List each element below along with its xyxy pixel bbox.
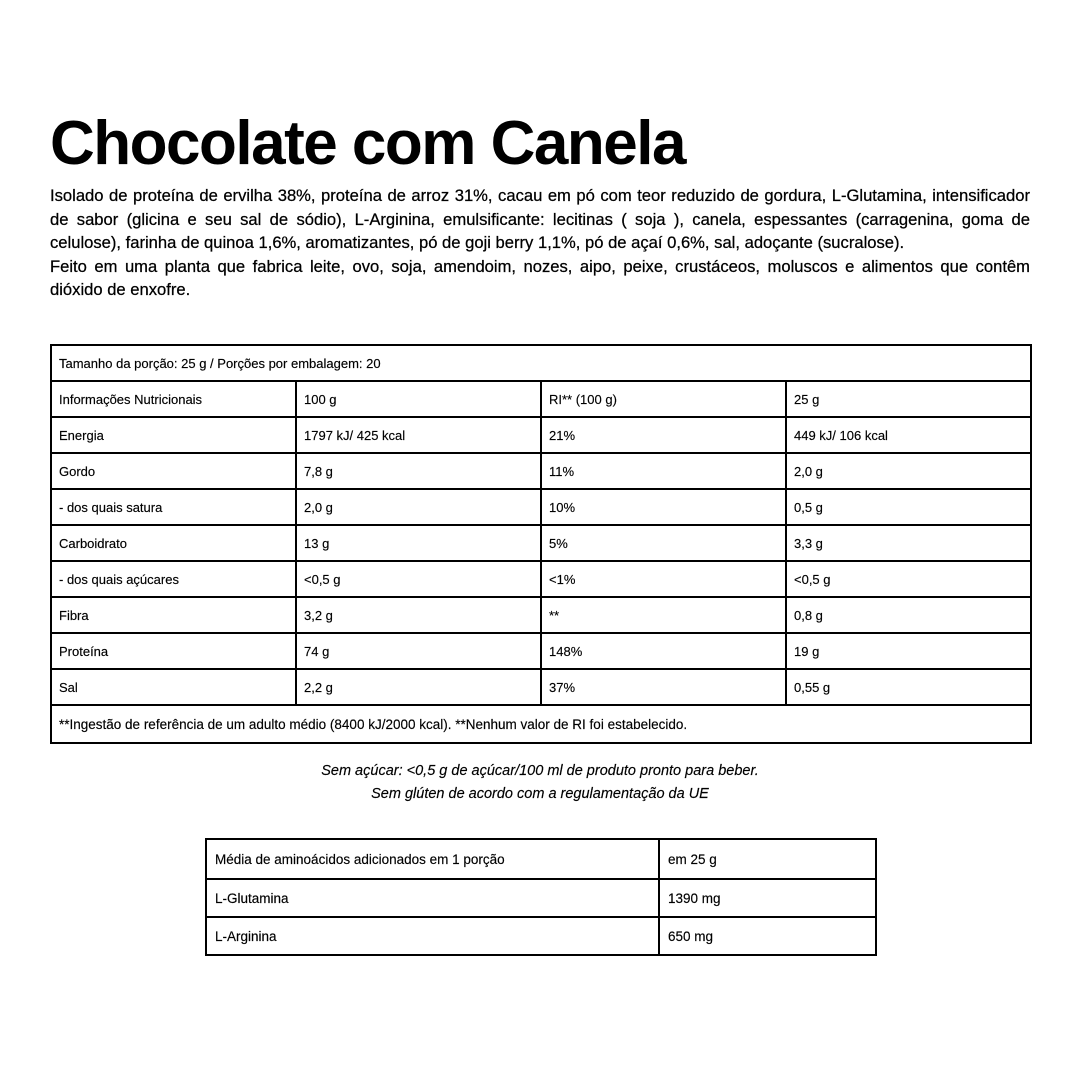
serving-size: Tamanho da porção: 25 g / Porções por embalagem: 20	[51, 345, 1031, 381]
table-row	[51, 453, 1031, 489]
table-cell: 2,0 g	[786, 453, 1031, 489]
nutrient-name: Gordo	[51, 453, 296, 489]
table-cell: 2,2 g	[296, 669, 541, 705]
sugar-free-note: Sem açúcar: <0,5 g de açúcar/100 ml de produto pronto para beber.	[321, 763, 759, 779]
table-cell: 449 kJ/ 106 kcal	[786, 417, 1031, 453]
table-cell: <0,5 g	[296, 561, 541, 597]
footnote-row	[51, 705, 1031, 743]
table-cell: <0,5 g	[786, 561, 1031, 597]
table-cell: 0,8 g	[786, 597, 1031, 633]
nutrition-table	[50, 344, 1032, 744]
table-row	[51, 669, 1031, 705]
table-cell: 74 g	[296, 633, 541, 669]
table-row	[51, 489, 1031, 525]
table-row	[206, 879, 876, 917]
table-cell: 7,8 g	[296, 453, 541, 489]
table-cell: 5%	[541, 525, 786, 561]
product-title: Chocolate com Canela	[50, 109, 685, 178]
table-cell: <1%	[541, 561, 786, 597]
table-cell: 19 g	[786, 633, 1031, 669]
table-row	[51, 417, 1031, 453]
table-cell: 2,0 g	[296, 489, 541, 525]
ingredients-text	[50, 184, 1030, 302]
table-cell: 148%	[541, 633, 786, 669]
nutrient-name: - dos quais satura	[51, 489, 296, 525]
table-cell: 650 mg	[659, 917, 876, 955]
header-cell: em 25 g	[659, 839, 876, 879]
table-row	[51, 561, 1031, 597]
table-row	[51, 597, 1031, 633]
table-header-row	[51, 381, 1031, 417]
table-cell: 0,5 g	[786, 489, 1031, 525]
table-cell: 1390 mg	[659, 879, 876, 917]
header-cell: 100 g	[296, 381, 541, 417]
ri-footnote: **Ingestão de referência de um adulto médio (8400 kJ/2000 kcal). **Nenhum valor de RI foi estabelecido.	[51, 705, 1031, 743]
table-cell: 11%	[541, 453, 786, 489]
serving-row	[51, 345, 1031, 381]
allergen-statement: Feito em uma planta que fabrica leite, ovo, soja, amendoim, nozes, aipo, peixe, crustáceos, moluscos e alimentos que contêm dióxido de enxofre.	[50, 256, 1030, 299]
nutrient-name: Energia	[51, 417, 296, 453]
table-cell: 10%	[541, 489, 786, 525]
table-cell: 21%	[541, 417, 786, 453]
header-cell: Informações Nutricionais	[51, 381, 296, 417]
table-cell: 1797 kJ/ 425 kcal	[296, 417, 541, 453]
gluten-free-note: Sem glúten de acordo com a regulamentação da UE	[371, 786, 709, 802]
header-cell: 25 g	[786, 381, 1031, 417]
table-row	[51, 633, 1031, 669]
amino-name: L-Glutamina	[206, 879, 659, 917]
table-cell: 37%	[541, 669, 786, 705]
table-cell: 0,55 g	[786, 669, 1031, 705]
amino-name: L-Arginina	[206, 917, 659, 955]
header-cell: Média de aminoácidos adicionados em 1 porção	[206, 839, 659, 879]
claims-notes	[0, 760, 1080, 806]
nutrient-name: Proteína	[51, 633, 296, 669]
ingredients-list: Isolado de proteína de ervilha 38%, proteína de arroz 31%, cacau em pó com teor reduzido de gordura, L-Glutamina, intensificador de sabor (glicina e seu sal de sódio), L-Arginina, emulsificante: lecitinas ( soja ), canela, espessantes (carragenina, goma de celulose), farinha de quinoa 1,6%, aromatizantes, pó de goji berry 1,1%, pó de açaí 0,6%, sal, adoçante (sucralose).	[50, 186, 1030, 252]
table-cell: 13 g	[296, 525, 541, 561]
header-cell: RI** (100 g)	[541, 381, 786, 417]
nutrient-name: Sal	[51, 669, 296, 705]
table-header-row	[206, 839, 876, 879]
amino-acid-table	[205, 838, 877, 956]
table-row	[206, 917, 876, 955]
table-cell: **	[541, 597, 786, 633]
table-row	[51, 525, 1031, 561]
table-cell: 3,2 g	[296, 597, 541, 633]
nutrient-name: Fibra	[51, 597, 296, 633]
nutrient-name: Carboidrato	[51, 525, 296, 561]
table-cell: 3,3 g	[786, 525, 1031, 561]
nutrient-name: - dos quais açúcares	[51, 561, 296, 597]
